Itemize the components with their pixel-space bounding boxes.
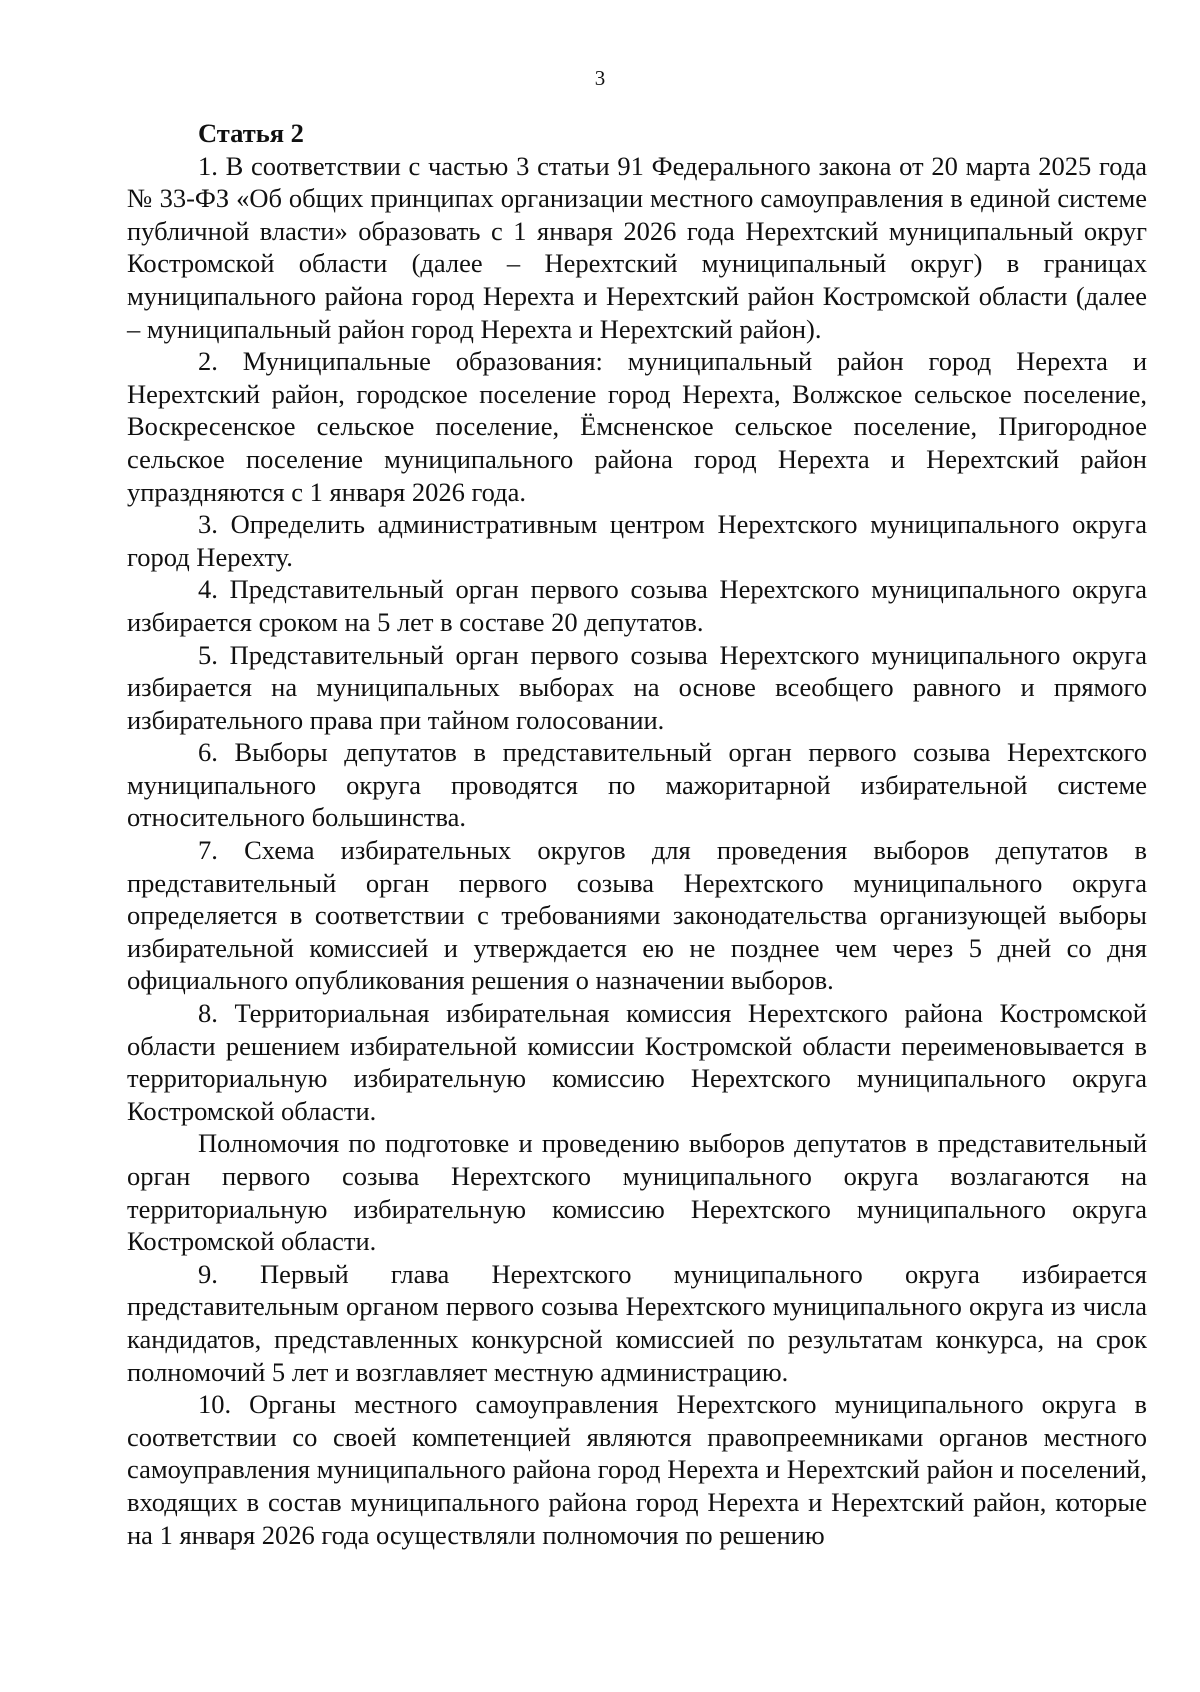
page-number: 3 — [594, 66, 606, 90]
article-title: Статья 2 — [198, 118, 304, 148]
paragraph-4: 4. Представительный орган первого созыва Нерехтского муниципального округа избирается сроком на 5 лет в составе 20 депутатов. — [127, 574, 1147, 637]
paragraph-8-powers: Полномочия по подготовке и проведению выборов депутатов в представительный орган первого созыва Нерехтского муниципального округа возлагаются на территориальную избирательную комиссию Нерехтского муниципального округа Костромской области. — [127, 1128, 1147, 1257]
paragraph-7: 7. Схема избирательных округов для проведения выборов депутатов в представительный орган первого созыва Нерехтского муниципального округа определяется в соответствии с требованиями законодательства организующей выборы избирательной комиссией и утверждается ею не позднее чем через 5 дней со дня официального опубликования решения о назначении выборов. — [127, 835, 1147, 996]
paragraph-8: 8. Территориальная избирательная комиссия Нерехтского района Костромской области решением избирательной комиссии Костромской области переименовывается в территориальную избирательную комиссию Нерехтского муниципального округа Костромской области. — [127, 998, 1147, 1126]
article-body — [127, 117, 1147, 1551]
paragraph-2: 2. Муниципальные образования: муниципальный район город Нерехта и Нерехтский район, городское поселение город Нерехта, Волжское сельское поселение, Воскресенское сельское поселение, Ёмсненское сельское поселение, Пригородное сельское поселение муниципального района город Нерехта и Нерехтский район упраздняются с 1 января 2026 года. — [127, 346, 1147, 507]
paragraph-9: 9. Первый глава Нерехтского муниципального округа избирается представительным органом первого созыва Нерехтского муниципального округа из числа кандидатов, представленных конкурсной комиссией по результатам конкурса, на срок полномочий 5 лет и возглавляет местную администрацию. — [127, 1258, 1147, 1387]
paragraph-6: 6. Выборы депутатов в представительный орган первого созыва Нерехтского муниципального округа проводятся по мажоритарной избирательной системе относительного большинства. — [127, 737, 1147, 833]
paragraph-1: 1. В соответствии с частью 3 статьи 91 Федерального закона от 20 марта 2025 года № 33-ФЗ «Об общих принципах организации местного самоуправления в единой системе публичной власти» образовать с 1 января 2026 года Нерехтский муниципальный округ Костромской области (далее – Нерехтский муниципальный округ) в границах муниципального района город Нерехта и Нерехтский район Костромской области (далее – муниципальный район город Нерехта и Нерехтский район). — [127, 150, 1147, 344]
paragraph-5: 5. Представительный орган первого созыва Нерехтского муниципального округа избирается на муниципальных выборах на основе всеобщего равного и прямого избирательного права при тайном голосовании. — [127, 639, 1147, 735]
paragraph-10: 10. Органы местного самоуправления Нерехтского муниципального округа в соответствии со своей компетенцией являются правопреемниками органов местного самоуправления муниципального района город Нерехта и Нерехтский район и поселений, входящих в состав муниципального района город Нерехта и Нерехтский район, которые на 1 января 2026 года осуществляли полномочия по решению — [127, 1389, 1147, 1550]
paragraph-3: 3. Определить административным центром Нерехтского муниципального округа город Нерехту. — [127, 509, 1147, 572]
